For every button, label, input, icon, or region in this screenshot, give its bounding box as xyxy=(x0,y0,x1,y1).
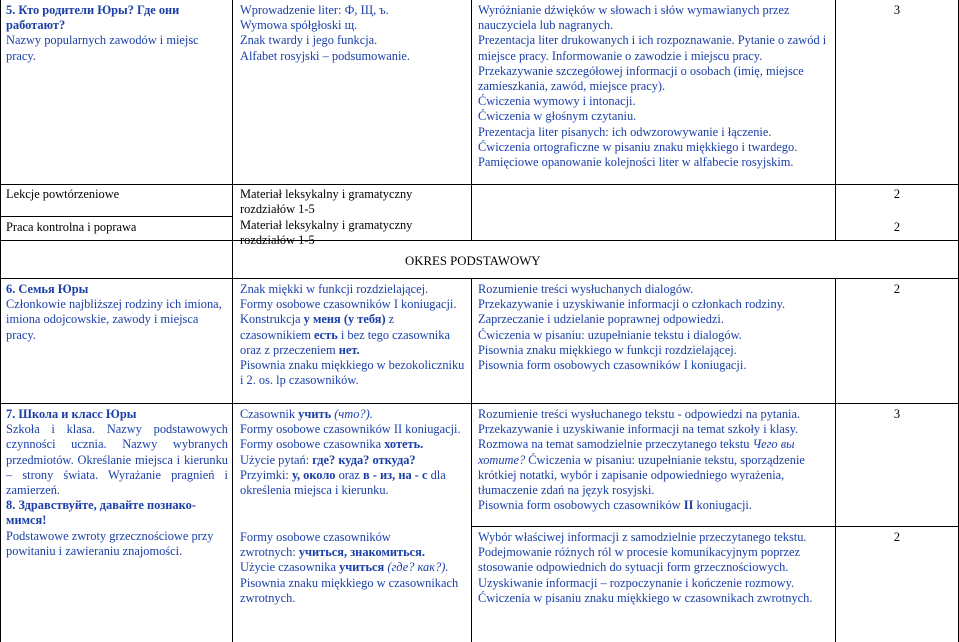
row6-grammar-line: Znak miękki w funkcji rozdzielającej. xyxy=(240,282,429,296)
row5-skill-line: Ćwiczenia ortograficzne w pisaniu znaku miękkiego i twardego. xyxy=(478,139,798,154)
text-run: Przyimki: xyxy=(240,467,292,482)
row8-grammar-line: Pisownia znaku miękkiego w czasownikach zwrotnych. xyxy=(240,575,459,605)
row6-skill-line: Przekazywanie i uzyskiwanie informacji o członkach rodziny. xyxy=(478,297,786,312)
row7-skill-line: Rozumienie treści wysłuchanego tekstu - odpowiedzi na pytania. xyxy=(478,407,801,421)
text-run: (где? как?). xyxy=(384,560,449,575)
review-lessons-hours: 2 xyxy=(893,187,901,201)
row5-title: 5. Кто родители Юры? Где они работают? xyxy=(6,3,180,33)
grid-line xyxy=(232,0,233,642)
text-run: Rozmowa na temat samodzielnie przeczytanego tekstu xyxy=(478,437,753,452)
row7-skills xyxy=(478,407,830,513)
row7-skill-line: Przekazywanie i uzyskiwanie informacji na temat szkoły i klasy. xyxy=(478,422,799,437)
text-run: где? куда? откуда? xyxy=(312,452,416,467)
row6-skill-line: Ćwiczenia w pisaniu: uzupełnianie tekstu i dialogów. xyxy=(478,327,742,342)
text-run: учить xyxy=(298,407,332,421)
row8-grammar-line: Formy osobowe czasowników xyxy=(240,530,391,544)
row7-skill-line xyxy=(478,498,830,513)
text-run: у меня (у тебя) xyxy=(303,312,386,327)
row5-grammar-line: Wymowa spółgłoski щ. xyxy=(240,18,358,33)
text-run: Ćwiczenia w pisaniu: uzupełnianie tekstu, sporządzenie krótkiej notatki, wybór i zapisanie odpowiedniego wyrażenia, tłumaczenie zdań na język rosyjski. xyxy=(478,452,805,498)
row8-hours: 2 xyxy=(893,530,901,544)
row6-grammar-line xyxy=(240,297,466,358)
text-run: у, около xyxy=(291,467,336,482)
grid-line xyxy=(471,526,959,527)
row6-skill-line: Pisownia form osobowych czasowników I koniugacji. xyxy=(478,358,747,373)
grid-line xyxy=(0,184,959,185)
row8-skill-line: Wybór właściwej informacji z samodzielnie przeczytanego tekstu. xyxy=(478,530,807,544)
section-heading: OKRES PODSTAWOWY xyxy=(405,254,541,268)
row7-grammar-line xyxy=(240,407,466,422)
text-run: z czasownikiem xyxy=(240,312,395,342)
row5-skill-line: Prezentacja liter pisanych: ich odwzorowywanie i łączenie. xyxy=(478,124,772,139)
row8-topic-text: Podstawowe zwroty grzecznościowe przy powitaniu i zawieraniu znajomości. xyxy=(6,528,214,558)
grid-line xyxy=(0,278,959,279)
test-material: Materiał leksykalny i gramatyczny rozdziałów 1-5 xyxy=(240,218,413,248)
text-run: есть xyxy=(313,327,338,342)
grid-line xyxy=(0,0,1,642)
text-run: i bez tego czasownika oraz z przeczeniem xyxy=(240,327,450,357)
grid-line xyxy=(0,240,959,241)
row6-skills xyxy=(478,282,830,373)
row8-grammar-line xyxy=(240,545,466,560)
text-run: хотеть. xyxy=(384,437,424,452)
text-run: Użycie czasownika xyxy=(240,560,340,575)
row6-grammar-line: Pisownia znaku miękkiego w bezokoliczniku i 2. os. lp czasowników. xyxy=(240,358,465,388)
grid-line xyxy=(471,0,472,240)
row8-skills xyxy=(478,530,830,606)
row5-skill-line: Pamięciowe opanowanie kolejności liter w alfabecie rosyjskim. xyxy=(478,155,794,170)
row6-skill-line: Zaprzeczanie i udzielanie poprawnej odpowiedzi. xyxy=(478,312,724,327)
row7-title: 7. Школа и класс Юры xyxy=(6,407,137,421)
text-run: в - из, на - с xyxy=(363,467,428,482)
row6-grammar xyxy=(240,282,466,388)
row8-grammar-line xyxy=(240,560,466,575)
row6-topic xyxy=(6,282,228,343)
row5-skill-line: Ćwiczenia wymowy i intonacji. xyxy=(478,94,636,109)
review-lessons-material: Materiał leksykalny i gramatyczny rozdziałów 1-5 xyxy=(240,187,413,217)
review-lessons-label: Lekcje powtórzeniowe xyxy=(6,187,120,201)
row6-hours: 2 xyxy=(893,282,901,296)
grid-line xyxy=(0,403,959,404)
text-run: Formy osobowe czasowników I koniugacji. Konstrukcja xyxy=(240,297,457,327)
row7-grammar-line xyxy=(240,468,466,498)
row5-skill-line: Prezentacja liter drukowanych i ich rozpoznawanie. Pytanie o zawód i miejsce pracy. Informowanie o zawodzie i miejscu pracy. xyxy=(478,33,827,63)
row5-skill-line: Przekazywanie szczegółowej informacji o osobach (imię, miejsce zamieszkania, zawód, miejsce pracy). xyxy=(478,63,804,94)
row5-skill-line: Wyróżnianie dźwięków w słowach i słów wymawianych przez nauczyciela lub nagranych. xyxy=(478,3,790,33)
text-run: Czasownik xyxy=(240,407,299,421)
grid-line xyxy=(835,0,836,240)
row5-grammar-line: Alfabet rosyjski – podsumowanie. xyxy=(240,48,411,63)
row5-grammar xyxy=(240,3,466,64)
row6-topic-text: Członkowie najbliższej rodziny ich imiona, imiona odojcowskie, zawody i miejsca pracy. xyxy=(6,297,222,342)
row8-skill-line: Podejmowanie różnych ról w procesie komunikacyjnym poprzez stosowanie odpowiednich do sytuacji form grzecznościowych. xyxy=(478,545,801,575)
text-run: koniugacji. xyxy=(693,498,752,513)
row5-skills xyxy=(478,3,830,170)
row7-skill-line xyxy=(478,437,830,498)
row7-grammar-line: Formy osobowe czasowników II koniugacji. xyxy=(240,422,461,437)
grid-line xyxy=(835,278,836,642)
row7-grammar-line xyxy=(240,453,466,468)
grid-line xyxy=(0,216,232,217)
text-run: учиться, знакомиться. xyxy=(298,545,425,560)
text-run: II xyxy=(683,498,694,513)
row8-grammar xyxy=(240,530,466,606)
row7-topic xyxy=(6,407,228,559)
row8-title: 8. Здравствуйте, давайте познако-мимся! xyxy=(6,498,196,528)
text-run: Pisownia form osobowych czasowników xyxy=(478,498,684,513)
row5-grammar-line: Wprowadzenie liter: Ф, Щ, ъ. xyxy=(240,3,389,17)
text-run: oraz xyxy=(335,467,364,482)
grid-line xyxy=(471,278,472,642)
row6-skill-line: Pisownia znaku miękkiego w funkcji rozdzielającej. xyxy=(478,342,737,357)
text-run: учиться xyxy=(339,560,385,575)
test-label: Praca kontrolna i poprawa xyxy=(6,220,137,234)
row5-grammar-line: Znak twardy i jego funkcja. xyxy=(240,33,378,48)
row6-title: 6. Семья Юры xyxy=(6,282,89,296)
row7-topic-text: Szkoła i klasa. Nazwy podstawowych czynności ucznia. Nazwy wybranych przedmiotów. Określanie miejsca i kierunku – strony świata. Wyrażanie pragnień i zamierzeń. xyxy=(6,422,228,498)
text-run: dla określenia miejsca i kierunku. xyxy=(240,467,446,498)
row6-skill-line: Rozumienie treści wysłuchanych dialogów. xyxy=(478,282,694,296)
text-run: нет. xyxy=(338,342,360,357)
text-run: Formy osobowe czasownika xyxy=(240,437,385,452)
text-run: Чего вы хотите? xyxy=(478,437,795,467)
text-run: Użycie pytań: xyxy=(240,452,313,467)
row5-hours: 3 xyxy=(893,3,901,17)
row5-topic xyxy=(6,3,228,64)
text-run: zwrotnych: xyxy=(240,545,299,560)
row7-grammar-line xyxy=(240,437,466,452)
text-run: (что?). xyxy=(331,407,373,421)
row5-topic-text: Nazwy popularnych zawodów i miejsc pracy. xyxy=(6,33,199,63)
row8-skill-line: Uzyskiwanie informacji – rozpoczynanie i kończenie rozmowy. xyxy=(478,575,795,590)
row7-grammar xyxy=(240,407,466,498)
row5-skill-line: Ćwiczenia w głośnym czytaniu. xyxy=(478,109,637,124)
row7-hours: 3 xyxy=(893,407,901,421)
row8-skill-line: Ćwiczenia w pisaniu znaku miękkiego w czasownikach zwrotnych. xyxy=(478,590,813,605)
test-hours: 2 xyxy=(893,220,901,234)
